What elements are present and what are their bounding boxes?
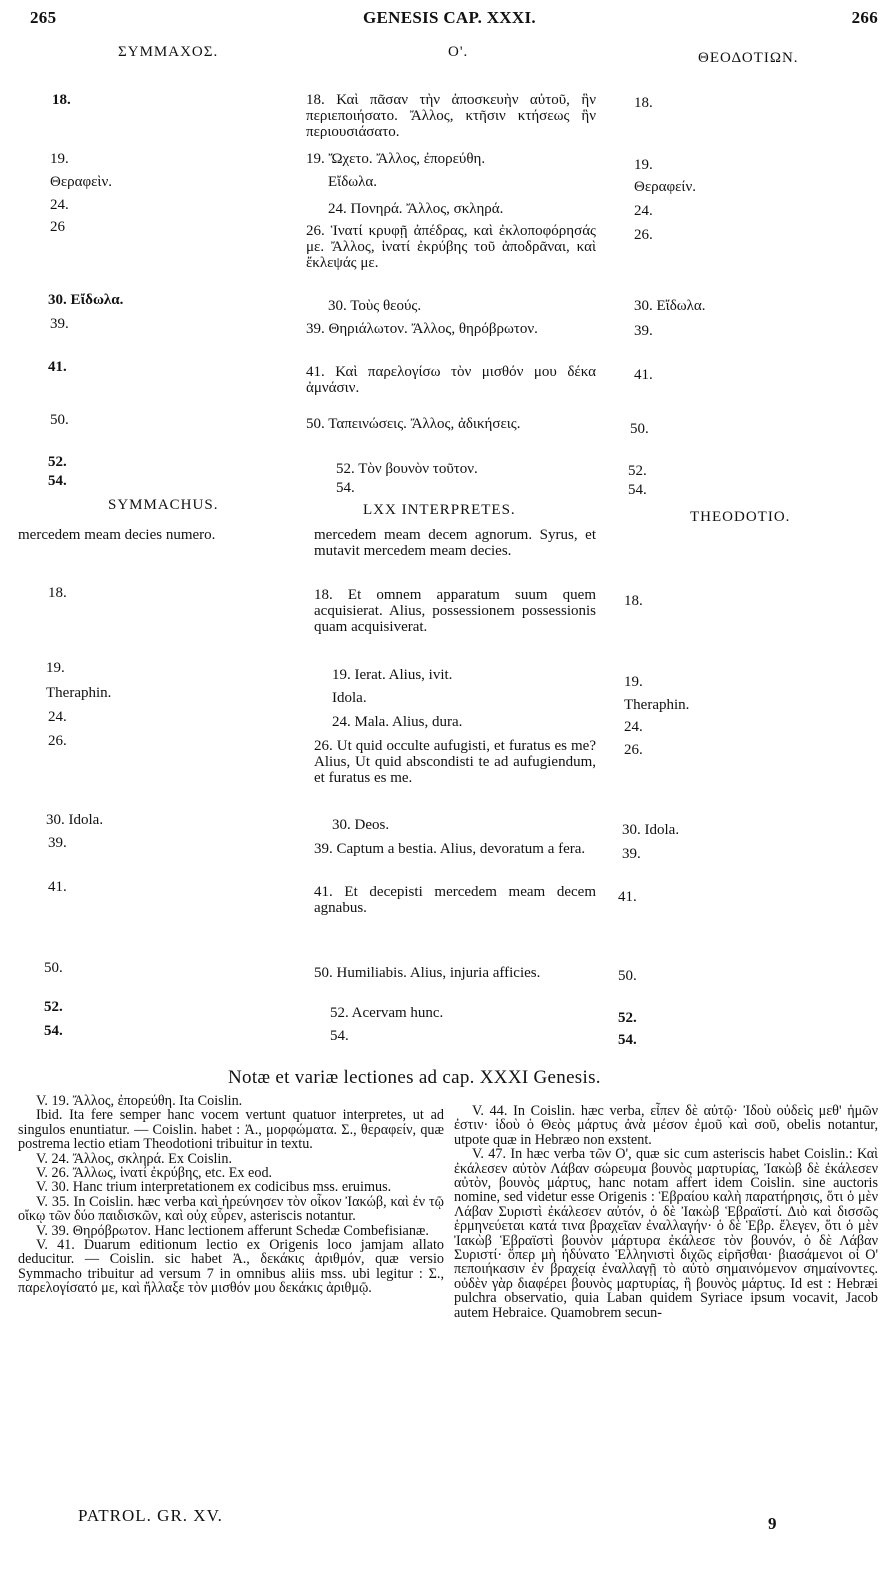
- latin-center-18: 18. Et omnem apparatum suum quem acquisierat. Alius, possessionem possessionis quam acquisiverat.: [314, 587, 596, 635]
- greek-left-39: 39.: [50, 316, 69, 332]
- note-v30: V. 30. Hanc trium interpretationem ex codicibus mss. eruimus.: [36, 1179, 392, 1196]
- latin-left-50: 50.: [44, 960, 63, 976]
- greek-center-24: 24. Πονηρά. Ἄλλος, σκληρά.: [328, 201, 504, 217]
- greek-center-18: 18. Καὶ πᾶσαν τὴν ἀποσκευὴν αὐτοῦ, ἣν περιεποιήσατο. Ἄλλος, κτῆσιν κτήσεως ἣν περιουσιάσατο.: [306, 92, 596, 140]
- latin-center-intro: [314, 527, 596, 559]
- footer-signature: 9: [768, 1514, 778, 1533]
- greek-center-50: 50. Ταπεινώσεις. Ἄλλος, ἀδικήσεις.: [306, 416, 521, 432]
- latin-right-theraphin: Theraphin.: [624, 697, 690, 713]
- latin-left-19: 19.: [46, 660, 65, 676]
- latin-center-41: 41. Et decepisti mercedem meam decem agnabus.: [314, 884, 596, 916]
- greek-header-lxx: Ο'.: [448, 44, 469, 60]
- latin-right-18: 18.: [624, 593, 643, 609]
- latin-header-theodotio: THEODOTIO.: [690, 509, 791, 525]
- note-v26: V. 26. Ἄλλως, ἱνατί ἐκρύβης, etc. Ex eod.: [36, 1165, 273, 1182]
- greek-left-24: 24.: [50, 197, 69, 213]
- greek-left-54: 54.: [48, 473, 67, 489]
- note-v24: V. 24. Ἄλλος, σκληρά. Ex Coislin.: [36, 1150, 233, 1167]
- page-number-right: 266: [851, 8, 878, 27]
- greek-left-41: 41.: [48, 359, 67, 375]
- latin-right-26: 26.: [624, 742, 643, 758]
- note-v35: V. 35. In Coislin. hæc verba καὶ ἠρεύνησεν τὸν οἶκον Ἰακώβ, καὶ ἐν τῷ οἴκῳ τῶν δύο παιδισκῶν, καὶ οὐχ εὗρεν, asteriscis notantur.: [18, 1193, 444, 1225]
- latin-left-54: 54.: [44, 1023, 63, 1039]
- greek-left-50: 50.: [50, 412, 69, 428]
- greek-left-theraphin: Θεραφεὶν.: [50, 174, 112, 190]
- latin-right-24: 24.: [624, 719, 643, 735]
- latin-center-19: 19. Ierat. Alius, ivit.: [332, 667, 453, 683]
- latin-center-52: 52. Acervam hunc.: [330, 1005, 444, 1021]
- latin-right-54: 54.: [618, 1032, 637, 1048]
- greek-left-52: 52.: [48, 454, 67, 470]
- notes-title: Notæ et variæ lectiones ad cap. XXXI Genesis.: [228, 1067, 601, 1088]
- greek-center-41: 41. Καὶ παρελογίσω τὸν μισθόν μου δέκα ἀμνάσιν.: [306, 364, 596, 396]
- latin-right-41: 41.: [618, 889, 637, 905]
- latin-center-intro-text: mercedem meam decem agnorum. Syrus, et mutavit mercedem meam decies.: [314, 527, 596, 559]
- greek-right-30: 30. Εἴδωλα.: [634, 298, 706, 314]
- latin-center-26: 26. Ut quid occulte aufugisti, et furatus es me? Alius, Ut quid abscondisti te ad aufugiendum, et furatus es me.: [314, 738, 596, 786]
- greek-center-39: 39. Θηριάλωτον. Ἄλλος, θηρόβρωτον.: [306, 321, 538, 337]
- latin-center-50: 50. Humiliabis. Alius, injuria afficies.: [314, 965, 541, 981]
- note-v19: V. 19. Ἄλλος, ἐπορεύθη. Ita Coislin.: [36, 1093, 243, 1109]
- page-number-left: 265: [30, 8, 57, 27]
- latin-center-39: 39. Captum a bestia. Alius, devoratum a fera.: [314, 841, 586, 857]
- latin-right-52: 52.: [618, 1010, 637, 1026]
- greek-right-theraphin: Θεραφείν.: [634, 179, 696, 195]
- greek-right-54: 54.: [628, 482, 647, 498]
- notes-left-column: [18, 1094, 444, 1296]
- latin-header-symmachus: SYMMACHUS.: [108, 497, 219, 513]
- note-v47: V. 47. In hæc verba τῶν Ο', quæ sic cum asteriscis habet Coislin.: Καὶ ἐκάλεσεν αὐτὸν Λάβαν σώρευμα βουνὸς μαρτυρίας, Ἰακὼβ δὲ ἐκάλεσεν αὐτὸν, βουνὸς μάρτυς, hanc notam affert idem Coislin. sine auctoris nomine, sed videtur esse Origenis : Ἑβραίου καλὴ παρατήρησις, ὅτι ὁ μὲν Λάβαν Συριστὶ ἐκάλεσεν αὐτόν, ὁ δὲ Ἰακὼβ Ἑβραϊστί. Διὸ καὶ δισσῶς ἑρμηνεύεται κατά τινα βραχεῖαν ἐναλλαγήν· ὁ δὲ Ἑβρ. ἔλεγεν, ὅτι ὁ μὲν Ἰακὼβ Ἑβραϊστὶ βουνὸν μάρτυρα ἐκάλεσε τὸν βουνόν, ὁ δὲ Λάβαν Συριστί· ὅπερ μὴ ἠδύνατο Ἑλληνιστὶ διχῶς εἰρῆσθαι· βιασάμενοι οἱ Ο' πεποιήκασιν ἐν βραχείᾳ ἐναλλαγῇ τὸ αὐτὸ σημαινόμενον σημαίνοντες. οὐδὲν γὰρ διαφέρει βουνὸς μαρτυρίας, ἢ βουνὸς μάρτυς. Id est : Hebræi pulchra observatio, quia Laban quidem Syriace ipsum vocavit, Jacob autem Hebraice. Quamobrem secun-: [454, 1146, 878, 1321]
- greek-right-26: 26.: [634, 227, 653, 243]
- latin-left-39: 39.: [48, 835, 67, 851]
- latin-center-54: 54.: [330, 1028, 349, 1044]
- greek-right-18: 18.: [634, 95, 653, 111]
- greek-left-26: 26: [50, 219, 65, 235]
- latin-center-idola: Idola.: [332, 690, 367, 706]
- latin-right-39: 39.: [622, 846, 641, 862]
- footer-patrologia: PATROL. GR. XV.: [78, 1506, 223, 1525]
- latin-left-52: 52.: [44, 999, 63, 1015]
- note-v39: V. 39. Θηρόβρωτον. Hanc lectionem afferunt Schedæ Combefisianæ.: [36, 1222, 429, 1239]
- note-ibid: Ibid. Ita fere semper hanc vocem vertunt quatuor interpretes, ut ad singulos enuntiatur. — Coislin. habet : Ἀ., μορφώματα. Σ., θεραφείν, quæ postrema lectio etiam Theodotioni tribuitur in textu.: [18, 1107, 444, 1153]
- latin-left-theraphin: Theraphin.: [46, 685, 112, 701]
- latin-left-41: 41.: [48, 879, 67, 895]
- notes-right-column: [454, 1104, 878, 1320]
- greek-header-symmachus: ΣΥΜΜΑΧΟΣ.: [118, 44, 219, 60]
- latin-center-30: 30. Deos.: [332, 817, 390, 833]
- greek-center-idola: Εἴδωλα.: [328, 174, 378, 190]
- greek-right-41: 41.: [634, 367, 653, 383]
- greek-right-24: 24.: [634, 203, 653, 219]
- greek-right-39: 39.: [634, 323, 653, 339]
- latin-header-lxx: LXX INTERPRETES.: [363, 502, 516, 518]
- greek-right-19: 19.: [634, 157, 653, 173]
- greek-left-30: 30. Εἴδωλα.: [48, 292, 124, 308]
- latin-left-24: 24.: [48, 709, 67, 725]
- greek-left-19: 19.: [50, 151, 69, 167]
- greek-center-30: 30. Τοὺς θεούς.: [328, 298, 422, 314]
- greek-left-18: 18.: [52, 92, 71, 108]
- latin-left-30: 30. Idola.: [46, 812, 104, 828]
- note-v41: V. 41. Duarum editionum lectio ex Origenis loco jamjam allato deducitur. — Coislin. sic habet Ἀ., δεκάκις ἀριθμόν, quæ versio Symmacho tribuitur ad versum 7 in omnibus aliis mss. ubi legitur : Σ., παρελογίσατό με, καὶ ἤλλαξε τὸν μισθόν μου δεκάκις ἀριθμῷ.: [18, 1237, 444, 1297]
- latin-right-50: 50.: [618, 968, 637, 984]
- latin-right-30: 30. Idola.: [622, 822, 680, 838]
- latin-right-19: 19.: [624, 674, 643, 690]
- page-title: GENESIS CAP. XXXI.: [363, 8, 536, 27]
- greek-center-19: 19. Ὤχετο. Ἄλλος, ἐπορεύθη.: [306, 151, 486, 167]
- latin-left-intro: mercedem meam decies numero.: [18, 527, 216, 543]
- greek-right-52: 52.: [628, 463, 647, 479]
- latin-center-24: 24. Mala. Alius, dura.: [332, 714, 463, 730]
- greek-center-54: 54.: [336, 480, 355, 496]
- greek-center-52: 52. Τὸν βουνὸν τοῦτον.: [336, 461, 478, 477]
- note-v44: V. 44. In Coislin. hæc verba, εἶπεν δὲ αὐτῷ· Ἰδοὺ οὐδεὶς μεθ' ἡμῶν ἐστιν· ἰδοὺ ὁ Θεὸς μάρτυς ἀνὰ μέσον ἐμοῦ καὶ σοῦ, obelis notantur, utpote quæ in Hebræo non exstent.: [454, 1103, 878, 1148]
- greek-right-50: 50.: [630, 421, 649, 437]
- greek-header-theodotion: ΘΕΟΔΟΤΙΩΝ.: [698, 50, 799, 66]
- greek-center-26: 26. Ἱνατί κρυφῇ ἀπέδρας, καὶ ἐκλοποφόρησάς με. Ἄλλος, ἱνατί ἐκρύβης τοῦ ἀποδρᾶναι, καὶ ἔκλεψάς με.: [306, 223, 596, 271]
- latin-left-26: 26.: [48, 733, 67, 749]
- latin-left-18: 18.: [48, 585, 67, 601]
